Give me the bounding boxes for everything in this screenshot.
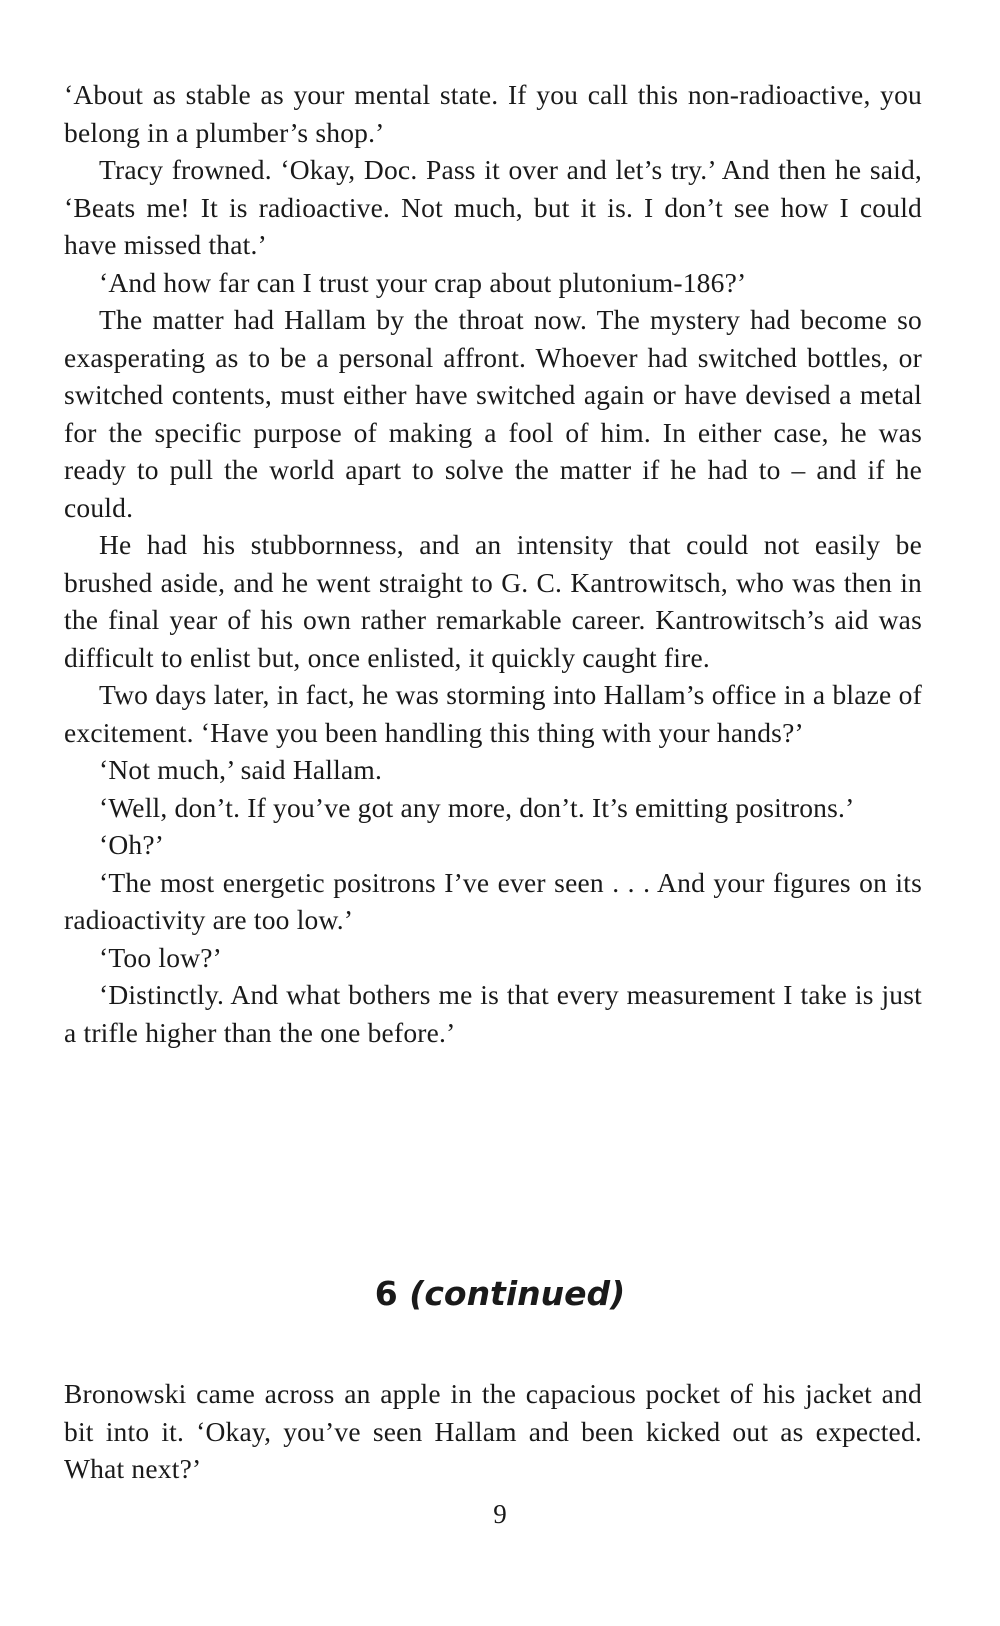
paragraph: Tracy frowned. ‘Okay, Doc. Pass it over and let’s try.’ And then he said, ‘Beats me! It is radioactive. Not much, but it is. I don’t see how I could have missed that.’ xyxy=(64,154,922,260)
paragraph: ‘Oh?’ xyxy=(99,829,165,860)
paragraph: Two days later, in fact, he was storming into Hallam’s office in a blaze of excitement. ‘Have you been handling this thing with your hands?’ xyxy=(64,679,922,748)
chapter-heading xyxy=(0,1272,1000,1316)
paragraph: ‘About as stable as your mental state. If you call this non-radioactive, you belong in a plumber’s shop.’ xyxy=(64,79,922,148)
paragraph: ‘Not much,’ said Hallam. xyxy=(99,754,383,785)
paragraph: ‘And how far can I trust your crap about plutonium-186?’ xyxy=(99,266,747,298)
chapter-body-text xyxy=(64,1375,922,1488)
paragraph: ‘Distinctly. And what bothers me is that every measurement I take is just a trifle higher than the one before.’ xyxy=(64,979,922,1048)
chapter-subtitle: (continued) xyxy=(409,1274,626,1313)
paragraph: ‘Too low?’ xyxy=(99,941,223,973)
page-number: 9 xyxy=(493,1499,507,1529)
paragraph: ‘Well, don’t. If you’ve got any more, don’t. It’s emitting positrons.’ xyxy=(99,791,855,823)
body-text xyxy=(64,76,922,1051)
paragraph: ‘The most energetic positrons I’ve ever seen . . . And your figures on its radioactivity are too low.’ xyxy=(64,866,922,935)
paragraph: Bronowski came across an apple in the capacious pocket of his jacket and bit into it. ‘Okay, you’ve seen Hallam and been kicked out as expected. What next?’ xyxy=(64,1378,922,1484)
paragraph: He had his stubbornness, and an intensity that could not easily be brushed aside, and he went straight to G. C. Kantrowitsch, who was then in the final year of his own rather remarkable career. Kantrowitsch’s aid was difficult to enlist but, once enlisted, it quickly caught fire. xyxy=(64,529,922,673)
paragraph: The matter had Hallam by the throat now. The mystery had become so exasperating as to be a personal affront. Whoever had switched bottles, or switched contents, must either have switched again or have devised a metal for the specific purpose of making a fool of him. In either case, he was ready to pull the world apart to solve the matter if he had to – and if he could. xyxy=(64,304,922,523)
chapter-number: 6 xyxy=(374,1274,398,1313)
